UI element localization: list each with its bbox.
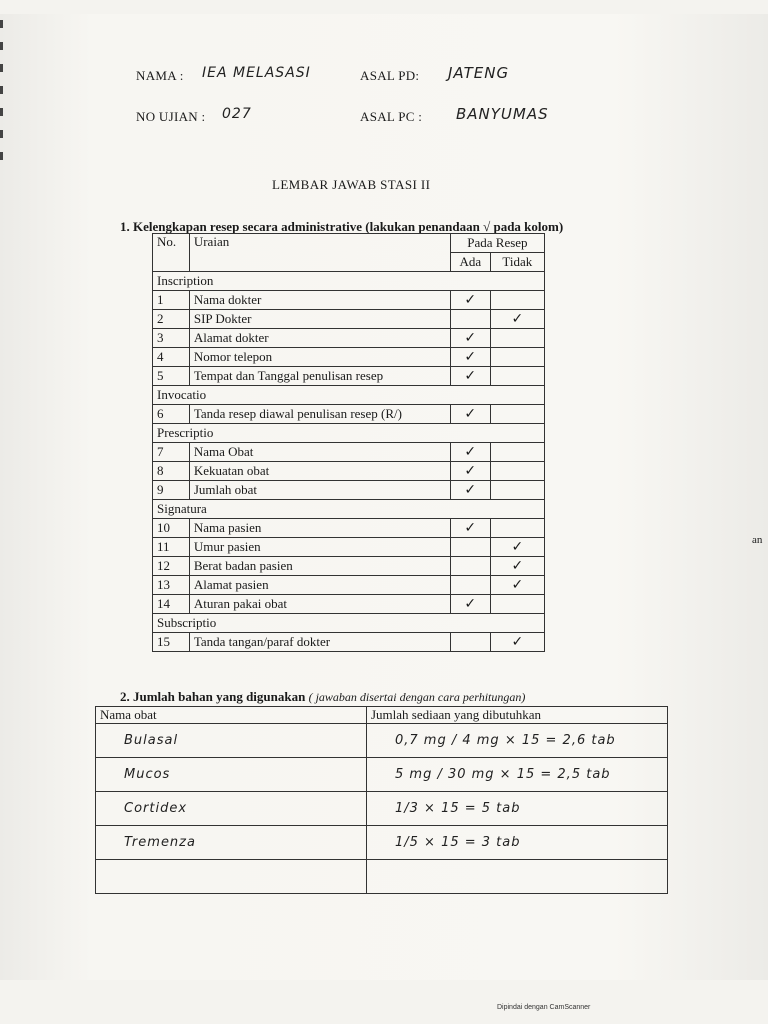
ada-check: ✓ xyxy=(450,595,490,614)
tidak-check: ✓ xyxy=(490,310,544,329)
drug-amount: 5 mg / 30 mg × 15 = 2,5 tab xyxy=(367,758,668,792)
tidak-check xyxy=(490,291,544,310)
tidak-check: ✓ xyxy=(490,633,544,652)
item-number: 3 xyxy=(153,329,190,348)
item-label: Nama pasien xyxy=(189,519,450,538)
group-row xyxy=(153,614,545,633)
col-tidak-header: Tidak xyxy=(490,253,544,272)
item-number: 9 xyxy=(153,481,190,500)
col-nama-obat-header: Nama obat xyxy=(96,707,367,724)
ada-check: ✓ xyxy=(450,519,490,538)
table-row xyxy=(153,348,545,367)
item-number: 10 xyxy=(153,519,190,538)
item-label: Aturan pakai obat xyxy=(189,595,450,614)
tidak-check: ✓ xyxy=(490,538,544,557)
ada-check: ✓ xyxy=(450,481,490,500)
table-row xyxy=(153,443,545,462)
table-row xyxy=(153,557,545,576)
drug-name: Bulasal xyxy=(96,724,367,758)
table-row xyxy=(153,462,545,481)
group-row xyxy=(153,386,545,405)
tidak-check xyxy=(490,443,544,462)
drug-name: Cortidex xyxy=(96,792,367,826)
table-row xyxy=(153,519,545,538)
table-row xyxy=(153,633,545,652)
asal-pd-value: JATENG xyxy=(448,64,510,82)
item-label: SIP Dokter xyxy=(189,310,450,329)
nama-label: NAMA : xyxy=(136,68,184,83)
table-row xyxy=(96,826,668,860)
asal-pc-label: ASAL PC : xyxy=(360,109,423,124)
table-row xyxy=(153,538,545,557)
group-label: Invocatio xyxy=(153,386,545,405)
section2-heading-text: 2. Jumlah bahan yang digunakan xyxy=(120,689,306,704)
drug-amount: 0,7 mg / 4 mg × 15 = 2,6 tab xyxy=(367,724,668,758)
item-label: Berat badan pasien xyxy=(189,557,450,576)
table-row xyxy=(153,595,545,614)
section1-heading: 1. Kelengkapan resep secara administrative (lakukan penandaan √ pada kolom) xyxy=(120,219,564,234)
col-pada-resep-header: Pada Resep xyxy=(450,234,544,253)
tidak-check xyxy=(490,595,544,614)
item-label: Nomor telepon xyxy=(189,348,450,367)
col-no-header: No. xyxy=(153,234,190,272)
item-number: 8 xyxy=(153,462,190,481)
item-number: 15 xyxy=(153,633,190,652)
table-row xyxy=(96,724,668,758)
table-row xyxy=(153,291,545,310)
tidak-check xyxy=(490,348,544,367)
tidak-check: ✓ xyxy=(490,576,544,595)
table-row xyxy=(153,576,545,595)
ada-check: ✓ xyxy=(450,348,490,367)
item-number: 6 xyxy=(153,405,190,424)
ada-check: ✓ xyxy=(450,367,490,386)
item-number: 7 xyxy=(153,443,190,462)
item-number: 13 xyxy=(153,576,190,595)
item-label: Umur pasien xyxy=(189,538,450,557)
tidak-check xyxy=(490,481,544,500)
table-row xyxy=(96,860,668,894)
left-edge-marks xyxy=(0,20,4,200)
group-label: Inscription xyxy=(153,272,545,291)
table-row xyxy=(96,758,668,792)
item-label: Nama Obat xyxy=(189,443,450,462)
section2-heading-note: ( jawaban disertai dengan cara perhitungan) xyxy=(308,690,526,704)
ada-check xyxy=(450,633,490,652)
item-number: 4 xyxy=(153,348,190,367)
tidak-check xyxy=(490,405,544,424)
materials-table xyxy=(95,706,668,894)
checklist-table xyxy=(152,233,545,652)
item-label: Jumlah obat xyxy=(189,481,450,500)
drug-amount xyxy=(367,860,668,894)
group-row xyxy=(153,500,545,519)
drug-amount: 1/3 × 15 = 5 tab xyxy=(367,792,668,826)
group-label: Signatura xyxy=(153,500,545,519)
tidak-check xyxy=(490,367,544,386)
item-number: 12 xyxy=(153,557,190,576)
col-jumlah-header: Jumlah sediaan yang dibutuhkan xyxy=(367,707,668,724)
item-label: Alamat dokter xyxy=(189,329,450,348)
table-row xyxy=(96,792,668,826)
item-number: 1 xyxy=(153,291,190,310)
asal-pc-value: BANYUMAS xyxy=(456,105,549,123)
item-number: 11 xyxy=(153,538,190,557)
drug-name: Tremenza xyxy=(96,826,367,860)
edge-text: an xyxy=(752,534,763,546)
ada-check: ✓ xyxy=(450,291,490,310)
no-ujian-label: NO UJIAN : xyxy=(136,109,206,124)
item-label: Kekuatan obat xyxy=(189,462,450,481)
col-uraian-header: Uraian xyxy=(189,234,450,272)
item-label: Tempat dan Tanggal penulisan resep xyxy=(189,367,450,386)
sheet-title: LEMBAR JAWAB STASI II xyxy=(272,177,431,192)
group-label: Subscriptio xyxy=(153,614,545,633)
ada-check: ✓ xyxy=(450,462,490,481)
drug-name: Mucos xyxy=(96,758,367,792)
table-row xyxy=(153,329,545,348)
ada-check: ✓ xyxy=(450,329,490,348)
tidak-check xyxy=(490,462,544,481)
table-row xyxy=(153,367,545,386)
section2-heading xyxy=(120,689,525,705)
no-ujian-value: 027 xyxy=(222,106,252,122)
asal-pd-label: ASAL PD: xyxy=(360,68,420,83)
nama-value: IEA MELASASI xyxy=(202,65,311,81)
drug-amount: 1/5 × 15 = 3 tab xyxy=(367,826,668,860)
table-row xyxy=(153,481,545,500)
ada-check xyxy=(450,310,490,329)
table-row xyxy=(153,405,545,424)
tidak-check xyxy=(490,329,544,348)
table-row xyxy=(153,310,545,329)
ada-check xyxy=(450,576,490,595)
ada-check xyxy=(450,557,490,576)
group-row xyxy=(153,424,545,443)
tidak-check: ✓ xyxy=(490,557,544,576)
item-number: 14 xyxy=(153,595,190,614)
item-label: Alamat pasien xyxy=(189,576,450,595)
drug-name xyxy=(96,860,367,894)
camscanner-footer: Dipindai dengan CamScanner xyxy=(497,1004,591,1011)
ada-check: ✓ xyxy=(450,443,490,462)
item-label: Tanda resep diawal penulisan resep (R/) xyxy=(189,405,450,424)
item-label: Tanda tangan/paraf dokter xyxy=(189,633,450,652)
col-ada-header: Ada xyxy=(450,253,490,272)
group-label: Prescriptio xyxy=(153,424,545,443)
group-row xyxy=(153,272,545,291)
item-number: 2 xyxy=(153,310,190,329)
ada-check xyxy=(450,538,490,557)
tidak-check xyxy=(490,519,544,538)
item-number: 5 xyxy=(153,367,190,386)
item-label: Nama dokter xyxy=(189,291,450,310)
ada-check: ✓ xyxy=(450,405,490,424)
